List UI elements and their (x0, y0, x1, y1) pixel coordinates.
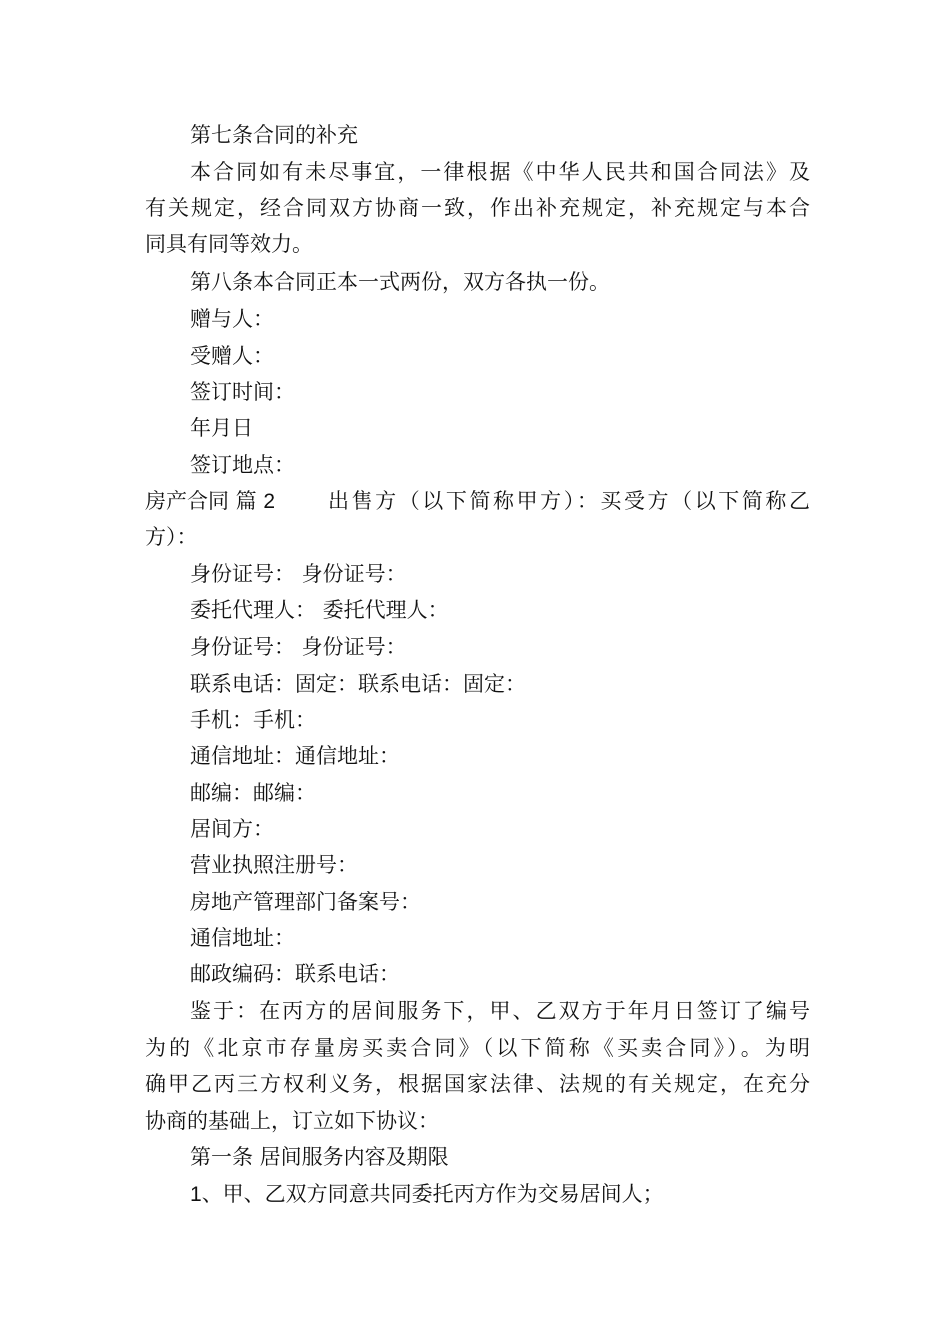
paragraph-line: 鉴于：在丙方的居间服务下，甲、乙双方于年月日签订了编号 (190, 999, 810, 1023)
id-number-line: 身份证号： 身份证号： (190, 635, 407, 659)
mobile-line: 手机：手机： (190, 708, 316, 732)
section-heading (145, 483, 275, 520)
filing-label: 房地产管理部门备案号： (190, 890, 421, 914)
paragraph-line: 协商的基础上，订立如下协议： (145, 1109, 439, 1133)
item-number: 1 (190, 1183, 202, 1206)
address-line: 通信地址：通信地址： (190, 744, 400, 768)
section-number: 2 (263, 490, 276, 513)
paragraph-line: 本合同如有未尽事宜，一律根据《中华人民共和国合同法》及 (190, 160, 810, 184)
paragraph-line: 确甲乙丙三方权利义务，根据国家法律、法规的有关规定，在充分 (145, 1072, 810, 1096)
section-title-text: 房产合同 篇 (145, 489, 257, 513)
clause-8-text: 第八条本合同正本一式两份，双方各执一份。 (190, 270, 610, 294)
paragraph-line: 有关规定，经合同双方协商一致，作出补充规定，补充规定与本合 (145, 196, 810, 220)
postcode-phone-line: 邮政编码：联系电话： (190, 962, 400, 986)
agent-line: 委托代理人： 委托代理人： (190, 598, 449, 622)
article-1-title: 第一条 居间服务内容及期限 (190, 1145, 449, 1169)
paragraph-line: 为的《北京市存量房买卖合同》（以下简称《买卖合同》）。为明 (145, 1036, 810, 1060)
clause-7-title: 第七条合同的补充 (190, 123, 358, 147)
item-text: 、甲、乙双方同意共同委托丙方作为交易居间人； (201, 1182, 664, 1206)
phone-line: 联系电话：固定：联系电话：固定： (190, 672, 526, 696)
postcode-line: 邮编：邮编： (190, 781, 316, 805)
paragraph-line: 方）： (145, 525, 198, 549)
signing-place-label: 签订地点： (190, 453, 295, 477)
license-label: 营业执照注册号： (190, 853, 358, 877)
signing-time-label: 签订时间： (190, 380, 295, 404)
seller-buyer-line: 出售方（以下简称甲方）：买受方（以下简称乙 (328, 489, 810, 513)
intermediary-label: 居间方： (190, 817, 274, 841)
id-number-line: 身份证号： 身份证号： (190, 562, 407, 586)
address-line: 通信地址： (190, 926, 295, 950)
donee-label: 受赠人： (190, 344, 274, 368)
item-1 (190, 1176, 810, 1213)
paragraph-line: 同具有同等效力。 (145, 232, 313, 256)
donor-label: 赠与人： (190, 307, 274, 331)
date-label: 年月日 (190, 416, 253, 440)
